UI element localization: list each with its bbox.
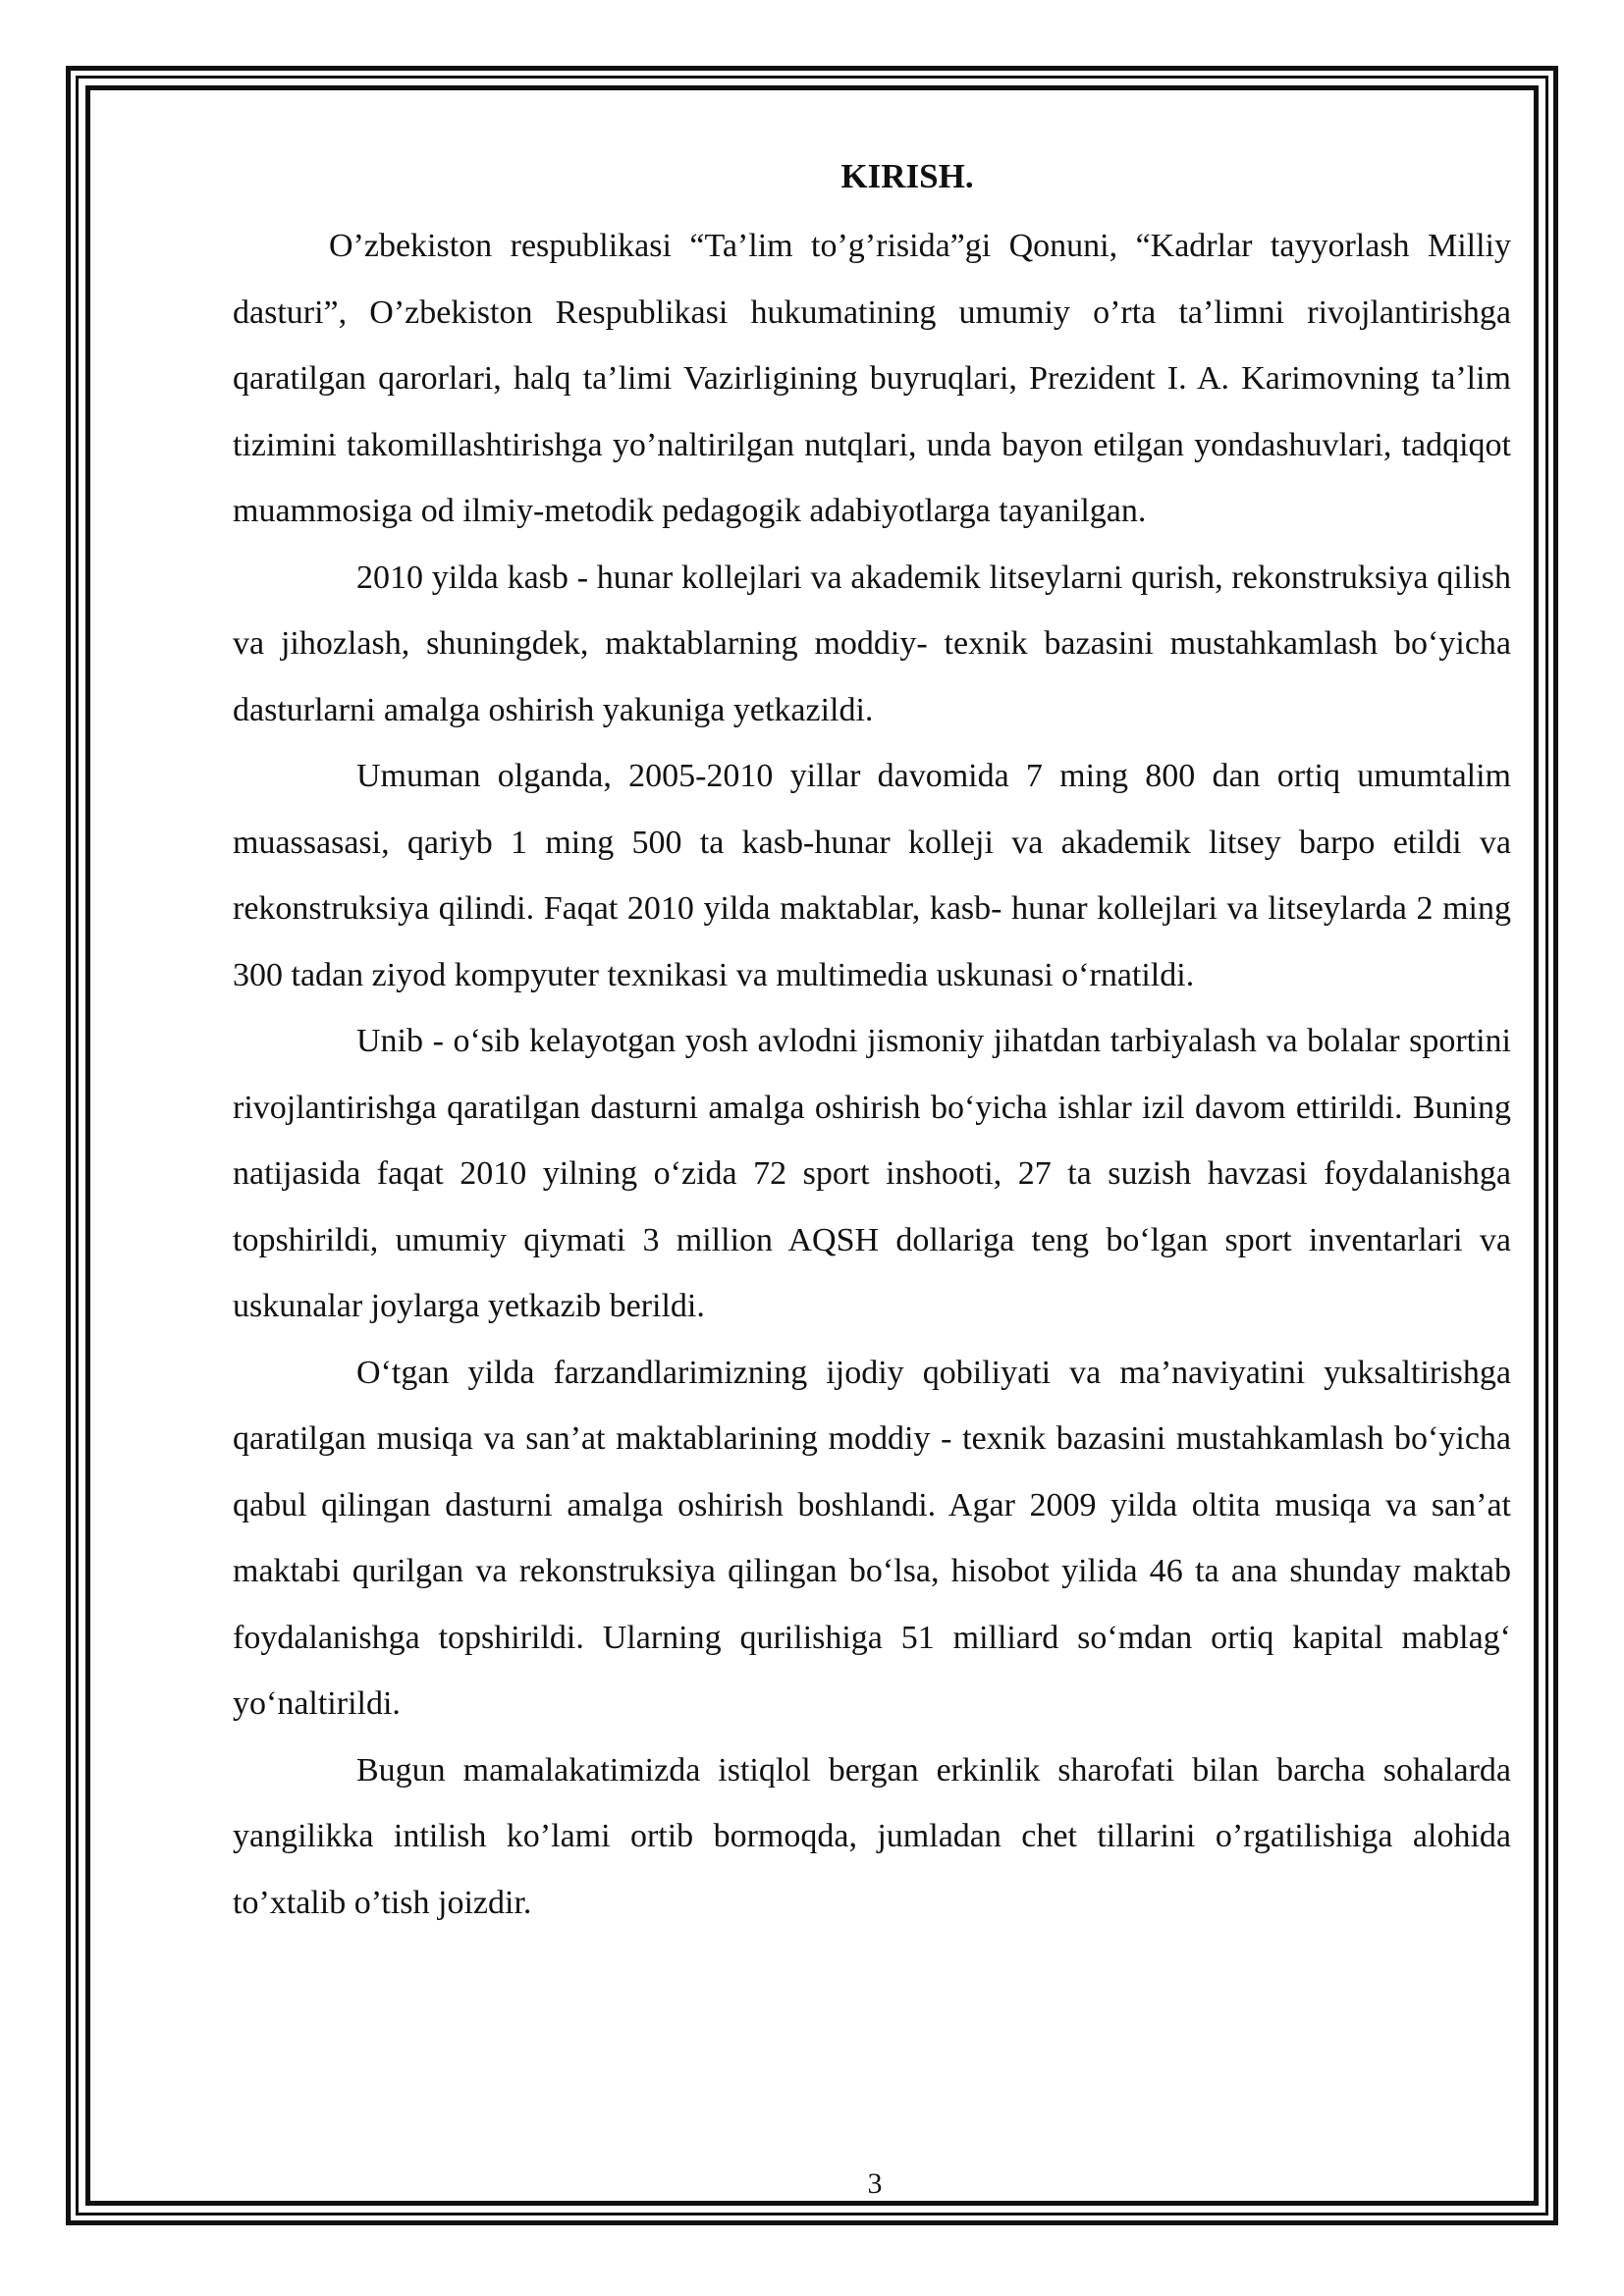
paragraph-3: Umuman olganda, 2005-2010 yillar davomida 7 ming 800 dan ortiq umumtalim muassasasi, qariyb 1 ming 500 ta kasb-hunar kolleji va akademik litsey barpo etildi va rekonstruksiya qilindi. Faqat 2010 yilda maktablar, kasb- hunar kollejlari va litseylarda 2 ming 300 tadan ziyod kompyuter texnikasi va multimedia uskunasi o‘rnatildi. — [233, 758, 1511, 993]
section-title: KIRISH. — [840, 157, 974, 195]
paragraph-4: Unib - o‘sib kelayotgan yosh avlodni jismoniy jihatdan tarbiyalash va bolalar sportini rivojlantirishga qaratilgan dasturni amalga oshirish bo‘yicha ishlar izil davom ettirildi. Buning natijasida faqat 2010 yilning o‘zida 72 sport inshooti, 27 ta suzish havzasi foydalanishga topshirildi, umumiy qiymati 3 million AQSH dollariga teng bo‘lgan sport inventarlari va uskunalar joylarga yetkazib berildi. — [233, 1023, 1511, 1324]
paragraph-5: O‘tgan yilda farzandlarimizning ijodiy qobiliyati va ma’naviyatini yuksaltirishga qaratilgan musiqa va san’at maktablarining moddiy - texnik bazasini mustahkamlash bo‘yicha qabul qilingan dasturni amalga oshirish boshlandi. Agar 2009 yilda oltita musiqa va san’at maktabi qurilgan va rekonstruksiya qilingan bo‘lsa, hisobot yilida 46 ta ana shunday maktab foydalanishga topshirildi. Ularning qurilishiga 51 milliard so‘mdan ortiq kapital mablag‘ yo‘naltirildi. — [233, 1354, 1511, 1722]
page-number: 3 — [867, 2167, 883, 2200]
document-body — [233, 152, 1511, 1936]
paragraph-2: 2010 yilda kasb - hunar kollejlari va akademik litseylarni qurish, rekonstruksiya qilish va jihozlash, shuningdek, maktablarning moddiy- texnik bazasini mustahkamlash bo‘yicha dasturlarni amalga oshirish yakuniga yetkazildi. — [233, 559, 1511, 728]
paragraph-1: O’zbekiston respublikasi “Ta’lim to’g’risida”gi Qonuni, “Kadrlar tayyorlash Milliy dasturi”, O’zbekiston Respublikasi hukumatining umumiy o’rta ta’limni rivojlantirishga qaratilgan qarorlari, halq ta’limi Vazirligining buyruqlari, Prezident I. A. Karimovning ta’lim tizimini takomillashtirishga yo’naltirilgan nutqlari, unda bayon etilgan yondashuvlari, tadqiqot muammosiga od ilmiy-metodik pedagogik adabiyotlarga tayanilgan. — [233, 228, 1511, 529]
paragraph-6: Bugun mamalakatimizda istiqlol bergan erkinlik sharofati bilan barcha sohalarda yangilikka intilish ko’lami ortib bormoqda, jumladan chet tillarini o’rgatilishiga alohida to’xtalib o’tish joizdir. — [233, 1751, 1511, 1921]
